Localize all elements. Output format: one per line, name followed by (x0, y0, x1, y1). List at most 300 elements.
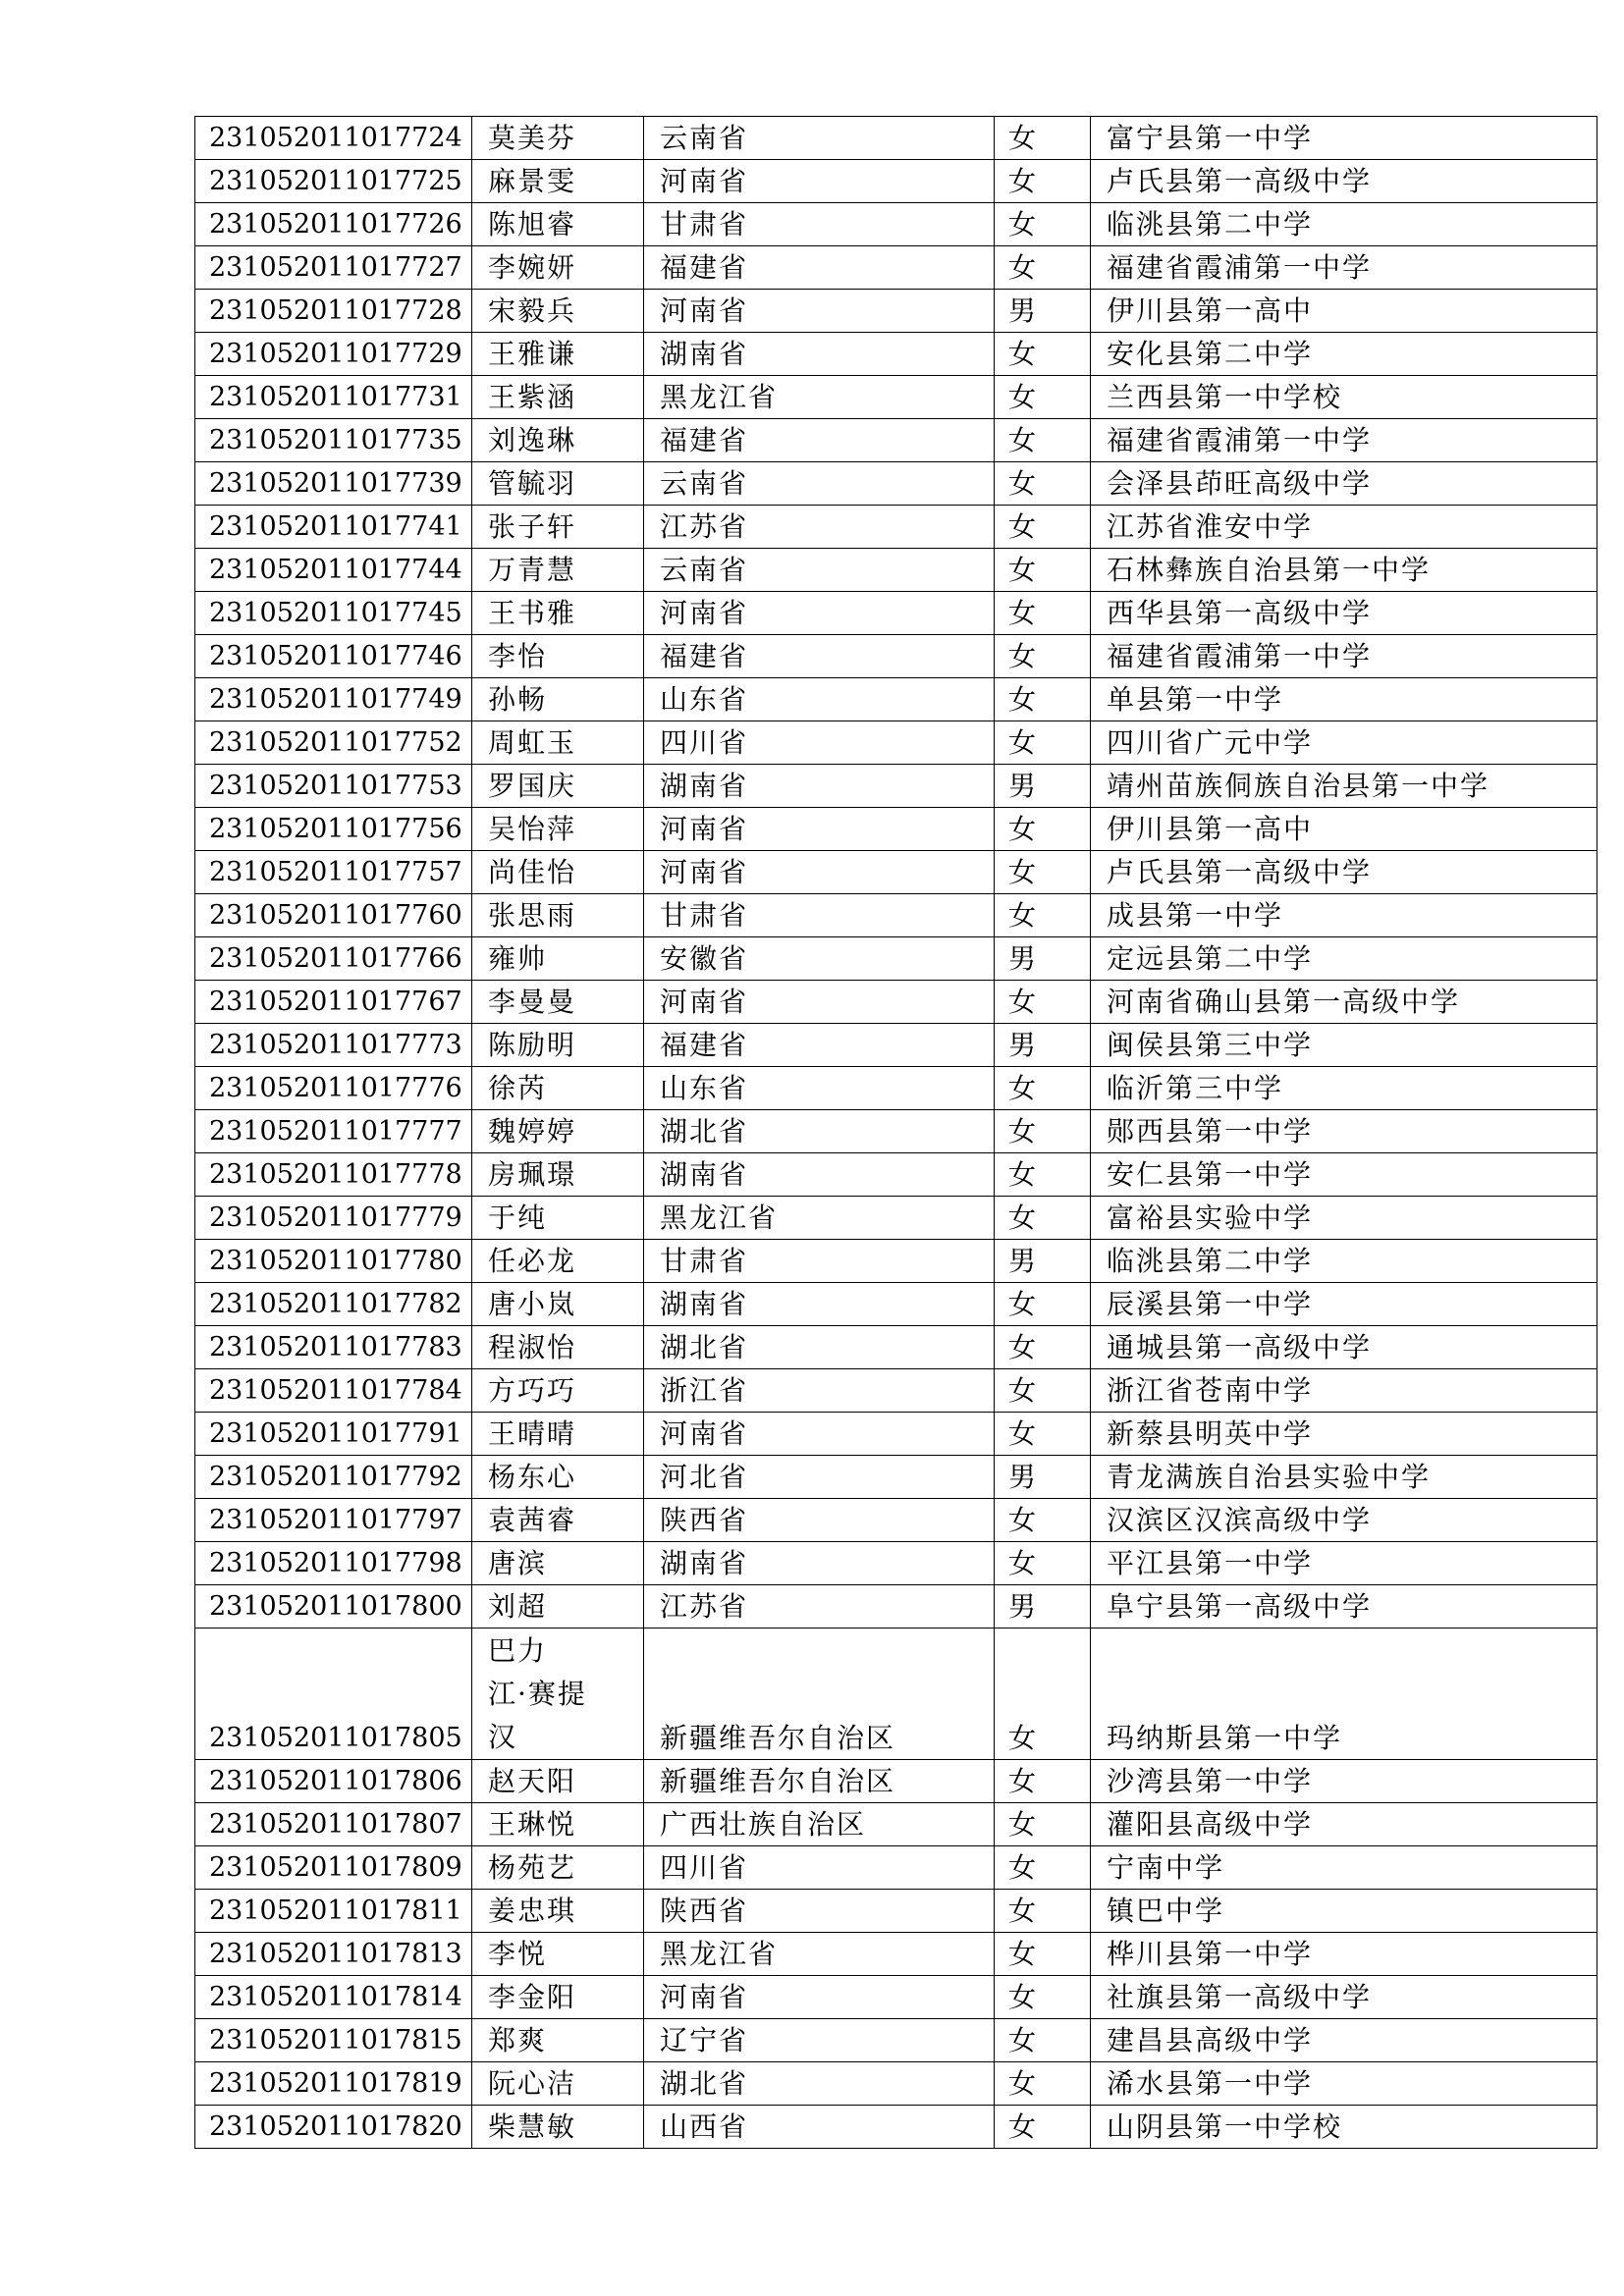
school-cell: 闽侯县第三中学 (1091, 1024, 1597, 1067)
province-cell: 辽宁省 (644, 2019, 995, 2062)
province-cell: 甘肃省 (644, 1240, 995, 1283)
province-cell: 湖北省 (644, 1326, 995, 1369)
table-row (195, 1933, 1597, 1976)
province-cell: 云南省 (644, 117, 995, 160)
school-cell: 临沂第三中学 (1091, 1067, 1597, 1110)
student-id-cell: 231052011017800 (195, 1585, 472, 1629)
student-name-line: 江·赛提 (488, 1678, 587, 1710)
student-name-line: 杨东心 (488, 1461, 577, 1493)
gender-cell: 女 (995, 419, 1091, 462)
table-row (195, 808, 1597, 851)
table-row (195, 851, 1597, 894)
student-name-line: 唐小岚 (488, 1288, 577, 1320)
student-name-line: 王紫涵 (488, 381, 577, 413)
province-cell: 安徽省 (644, 937, 995, 981)
student-name-cell (472, 117, 644, 160)
student-id-cell: 231052011017798 (195, 1542, 472, 1585)
province-cell: 湖北省 (644, 2062, 995, 2106)
student-name-cell (472, 721, 644, 765)
student-name-line: 程淑怡 (488, 1331, 577, 1363)
table-row (195, 462, 1597, 506)
student-name-cell (472, 1846, 644, 1890)
school-cell: 富裕县实验中学 (1091, 1197, 1597, 1240)
student-name-cell (472, 1760, 644, 1803)
table-row (195, 981, 1597, 1024)
student-name-line: 王琳悦 (488, 1808, 577, 1841)
province-cell: 湖南省 (644, 333, 995, 376)
gender-cell: 女 (995, 678, 1091, 721)
school-cell: 临洮县第二中学 (1091, 1240, 1597, 1283)
student-id-cell: 231052011017809 (195, 1846, 472, 1890)
province-cell: 福建省 (644, 1024, 995, 1067)
table-row (195, 894, 1597, 937)
student-name-cell (472, 635, 644, 678)
table-row (195, 1585, 1597, 1629)
student-id-cell: 231052011017813 (195, 1933, 472, 1976)
table-row (195, 765, 1597, 808)
student-name-cell (472, 506, 644, 549)
student-name-cell (472, 1499, 644, 1542)
student-id-cell: 231052011017749 (195, 678, 472, 721)
gender-cell: 女 (995, 808, 1091, 851)
school-cell: 玛纳斯县第一中学 (1091, 1629, 1597, 1760)
table-row (195, 1110, 1597, 1153)
student-name-cell (472, 592, 644, 635)
gender-cell: 女 (995, 117, 1091, 160)
student-name-cell (472, 981, 644, 1024)
student-name-line: 赵天阳 (488, 1765, 577, 1797)
table-row (195, 1499, 1597, 1542)
student-name-cell (472, 462, 644, 506)
student-name-line: 张子轩 (488, 510, 577, 543)
gender-cell: 女 (995, 1110, 1091, 1153)
table-row (195, 1760, 1597, 1803)
student-name-line: 陈励明 (488, 1029, 577, 1061)
school-cell: 山阴县第一中学校 (1091, 2106, 1597, 2149)
student-name-cell (472, 851, 644, 894)
student-name-line: 万青慧 (488, 554, 577, 586)
table-row (195, 1067, 1597, 1110)
student-id-cell: 231052011017819 (195, 2062, 472, 2106)
student-name-cell (472, 1326, 644, 1369)
table-row (195, 1197, 1597, 1240)
school-cell: 灌阳县高级中学 (1091, 1803, 1597, 1846)
school-cell: 卢氏县第一高级中学 (1091, 851, 1597, 894)
school-cell: 安仁县第一中学 (1091, 1153, 1597, 1197)
student-name-line: 李婉妍 (488, 251, 577, 284)
school-cell: 卢氏县第一高级中学 (1091, 160, 1597, 203)
gender-cell: 女 (995, 1153, 1091, 1197)
student-id-cell: 231052011017820 (195, 2106, 472, 2149)
student-id-cell: 231052011017727 (195, 246, 472, 290)
school-cell: 沙湾县第一中学 (1091, 1760, 1597, 1803)
student-name-cell (472, 1110, 644, 1153)
student-name-line: 宋毅兵 (488, 294, 577, 327)
province-cell: 河南省 (644, 851, 995, 894)
gender-cell: 女 (995, 851, 1091, 894)
student-name-line: 任必龙 (488, 1245, 577, 1277)
gender-cell: 女 (995, 1846, 1091, 1890)
gender-cell: 女 (995, 635, 1091, 678)
student-name-line: 于纯 (488, 1201, 548, 1234)
student-id-cell: 231052011017811 (195, 1890, 472, 1933)
student-name-cell (472, 2019, 644, 2062)
student-name-cell (472, 808, 644, 851)
table-row (195, 1803, 1597, 1846)
student-name-line: 吴怡萍 (488, 813, 577, 845)
table-row (195, 203, 1597, 246)
table-row (195, 678, 1597, 721)
student-name-cell (472, 290, 644, 333)
student-id-cell: 231052011017814 (195, 1976, 472, 2019)
school-cell: 福建省霞浦第一中学 (1091, 246, 1597, 290)
school-cell: 西华县第一高级中学 (1091, 592, 1597, 635)
school-cell: 富宁县第一中学 (1091, 117, 1597, 160)
student-name-cell (472, 1197, 644, 1240)
student-name-cell (472, 1976, 644, 2019)
student-id-cell: 231052011017773 (195, 1024, 472, 1067)
school-cell: 建昌县高级中学 (1091, 2019, 1597, 2062)
province-cell: 山西省 (644, 2106, 995, 2149)
gender-cell: 男 (995, 765, 1091, 808)
table-row (195, 2106, 1597, 2149)
gender-cell: 女 (995, 1067, 1091, 1110)
student-id-cell: 231052011017791 (195, 1413, 472, 1456)
province-cell: 湖南省 (644, 1153, 995, 1197)
school-cell: 浙江省苍南中学 (1091, 1369, 1597, 1413)
student-name-line: 阮心洁 (488, 2067, 577, 2100)
province-cell: 河南省 (644, 1413, 995, 1456)
student-id-cell: 231052011017735 (195, 419, 472, 462)
school-cell: 安化县第二中学 (1091, 333, 1597, 376)
table-row (195, 290, 1597, 333)
student-id-cell: 231052011017725 (195, 160, 472, 203)
student-name-cell (472, 1890, 644, 1933)
province-cell: 河南省 (644, 592, 995, 635)
gender-cell: 女 (995, 1890, 1091, 1933)
student-id-cell: 231052011017815 (195, 2019, 472, 2062)
student-name-line: 刘逸琳 (488, 424, 577, 456)
province-cell: 广西壮族自治区 (644, 1803, 995, 1846)
province-cell: 山东省 (644, 1067, 995, 1110)
province-cell: 陕西省 (644, 1890, 995, 1933)
student-name-cell (472, 1024, 644, 1067)
student-id-cell: 231052011017806 (195, 1760, 472, 1803)
school-cell: 郧西县第一中学 (1091, 1110, 1597, 1153)
student-name-cell (472, 1629, 644, 1760)
student-name-line: 麻景雯 (488, 165, 577, 197)
student-id-cell: 231052011017805 (195, 1629, 472, 1760)
school-cell: 兰西县第一中学校 (1091, 376, 1597, 419)
province-cell: 河南省 (644, 981, 995, 1024)
gender-cell: 女 (995, 246, 1091, 290)
table-row (195, 1846, 1597, 1890)
province-cell: 陕西省 (644, 1499, 995, 1542)
student-id-cell: 231052011017745 (195, 592, 472, 635)
table-row (195, 1153, 1597, 1197)
school-cell: 桦川县第一中学 (1091, 1933, 1597, 1976)
student-name-line: 方巧巧 (488, 1374, 577, 1407)
student-name-cell (472, 1283, 644, 1326)
gender-cell: 女 (995, 376, 1091, 419)
school-cell: 福建省霞浦第一中学 (1091, 635, 1597, 678)
province-cell: 湖南省 (644, 765, 995, 808)
gender-cell: 女 (995, 721, 1091, 765)
school-cell: 宁南中学 (1091, 1846, 1597, 1890)
roster-table (194, 116, 1597, 2149)
student-name-line: 姜忠琪 (488, 1895, 577, 1927)
school-cell: 成县第一中学 (1091, 894, 1597, 937)
student-name-cell (472, 1369, 644, 1413)
province-cell: 云南省 (644, 462, 995, 506)
gender-cell: 女 (995, 1413, 1091, 1456)
student-name-cell (472, 2062, 644, 2106)
province-cell: 河南省 (644, 1976, 995, 2019)
school-cell: 四川省广元中学 (1091, 721, 1597, 765)
table-row (195, 1240, 1597, 1283)
student-id-cell: 231052011017757 (195, 851, 472, 894)
gender-cell: 女 (995, 506, 1091, 549)
gender-cell: 女 (995, 1283, 1091, 1326)
table-row (195, 160, 1597, 203)
province-cell: 四川省 (644, 721, 995, 765)
province-cell: 湖北省 (644, 1110, 995, 1153)
table-row (195, 1024, 1597, 1067)
table-row (195, 592, 1597, 635)
school-cell: 定远县第二中学 (1091, 937, 1597, 981)
student-name-line: 唐滨 (488, 1547, 548, 1579)
province-cell: 江苏省 (644, 506, 995, 549)
student-name-line: 刘超 (488, 1590, 548, 1623)
student-name-line: 周虹玉 (488, 726, 577, 759)
province-cell: 福建省 (644, 635, 995, 678)
student-id-cell: 231052011017766 (195, 937, 472, 981)
school-cell: 伊川县第一高中 (1091, 808, 1597, 851)
table-row (195, 333, 1597, 376)
gender-cell: 女 (995, 549, 1091, 592)
student-name-cell (472, 2106, 644, 2149)
gender-cell: 女 (995, 333, 1091, 376)
student-id-cell: 231052011017739 (195, 462, 472, 506)
student-name-cell (472, 1240, 644, 1283)
province-cell: 甘肃省 (644, 894, 995, 937)
gender-cell: 女 (995, 1976, 1091, 2019)
student-name-line: 郑爽 (488, 2024, 548, 2056)
student-name-cell (472, 937, 644, 981)
province-cell: 新疆维吾尔自治区 (644, 1629, 995, 1760)
school-cell: 青龙满族自治县实验中学 (1091, 1456, 1597, 1499)
student-name-line: 魏婷婷 (488, 1115, 577, 1148)
province-cell: 江苏省 (644, 1585, 995, 1629)
student-name-line: 陈旭睿 (488, 208, 577, 240)
student-id-cell: 231052011017767 (195, 981, 472, 1024)
table-row (195, 2062, 1597, 2106)
student-id-cell: 231052011017741 (195, 506, 472, 549)
student-name-line: 柴慧敏 (488, 2110, 577, 2143)
gender-cell: 女 (995, 160, 1091, 203)
student-id-cell: 231052011017807 (195, 1803, 472, 1846)
student-name-line: 莫美芬 (488, 122, 577, 154)
student-name-line: 雍帅 (488, 942, 548, 975)
roster-body (195, 117, 1597, 2149)
student-name-line: 王晴晴 (488, 1417, 577, 1450)
school-cell: 新蔡县明英中学 (1091, 1413, 1597, 1456)
student-id-cell: 231052011017777 (195, 1110, 472, 1153)
student-name-cell (472, 1067, 644, 1110)
school-cell: 阜宁县第一高级中学 (1091, 1585, 1597, 1629)
student-name-cell (472, 894, 644, 937)
school-cell: 临洮县第二中学 (1091, 203, 1597, 246)
student-name-cell (472, 1542, 644, 1585)
student-id-cell: 231052011017726 (195, 203, 472, 246)
gender-cell: 女 (995, 2106, 1091, 2149)
student-name-line: 杨苑艺 (488, 1851, 577, 1884)
student-id-cell: 231052011017779 (195, 1197, 472, 1240)
table-row (195, 1326, 1597, 1369)
student-name-cell (472, 203, 644, 246)
gender-cell: 男 (995, 1240, 1091, 1283)
student-id-cell: 231052011017782 (195, 1283, 472, 1326)
gender-cell: 女 (995, 1499, 1091, 1542)
province-cell: 河南省 (644, 290, 995, 333)
province-cell: 浙江省 (644, 1369, 995, 1413)
table-row (195, 635, 1597, 678)
student-name-line: 张思雨 (488, 899, 577, 932)
student-name-cell (472, 1803, 644, 1846)
province-cell: 湖南省 (644, 1283, 995, 1326)
school-cell: 会泽县茚旺高级中学 (1091, 462, 1597, 506)
table-row (195, 1413, 1597, 1456)
school-cell: 河南省确山县第一高级中学 (1091, 981, 1597, 1024)
student-name-line: 李曼曼 (488, 986, 577, 1018)
student-id-cell: 231052011017729 (195, 333, 472, 376)
student-name-line: 李悦 (488, 1938, 548, 1970)
school-cell: 福建省霞浦第一中学 (1091, 419, 1597, 462)
table-row (195, 1542, 1597, 1585)
student-name-cell (472, 419, 644, 462)
student-id-cell: 231052011017746 (195, 635, 472, 678)
province-cell: 甘肃省 (644, 203, 995, 246)
gender-cell: 男 (995, 1024, 1091, 1067)
gender-cell: 女 (995, 592, 1091, 635)
table-row (195, 1890, 1597, 1933)
student-id-cell: 231052011017731 (195, 376, 472, 419)
table-row (195, 1283, 1597, 1326)
student-name-cell (472, 1153, 644, 1197)
province-cell: 新疆维吾尔自治区 (644, 1760, 995, 1803)
student-id-cell: 231052011017752 (195, 721, 472, 765)
gender-cell: 女 (995, 1197, 1091, 1240)
province-cell: 黑龙江省 (644, 1197, 995, 1240)
gender-cell: 女 (995, 1629, 1091, 1760)
table-row (195, 937, 1597, 981)
student-name-line: 王书雅 (488, 597, 577, 629)
province-cell: 黑龙江省 (644, 1933, 995, 1976)
gender-cell: 女 (995, 2062, 1091, 2106)
student-name-cell (472, 246, 644, 290)
school-cell: 单县第一中学 (1091, 678, 1597, 721)
province-cell: 福建省 (644, 246, 995, 290)
gender-cell: 男 (995, 937, 1091, 981)
school-cell: 平江县第一中学 (1091, 1542, 1597, 1585)
province-cell: 黑龙江省 (644, 376, 995, 419)
student-name-line: 徐芮 (488, 1072, 548, 1104)
student-name-line: 房珮璟 (488, 1158, 577, 1191)
school-cell: 浠水县第一中学 (1091, 2062, 1597, 2106)
student-name-line: 孙畅 (488, 683, 548, 716)
gender-cell: 女 (995, 894, 1091, 937)
gender-cell: 男 (995, 290, 1091, 333)
student-name-line: 管毓羽 (488, 467, 577, 500)
student-name-line: 罗国庆 (488, 770, 577, 802)
table-row (195, 246, 1597, 290)
gender-cell: 女 (995, 203, 1091, 246)
school-cell: 汉滨区汉滨高级中学 (1091, 1499, 1597, 1542)
student-id-cell: 231052011017724 (195, 117, 472, 160)
student-id-cell: 231052011017792 (195, 1456, 472, 1499)
school-cell: 石林彝族自治县第一中学 (1091, 549, 1597, 592)
student-name-line: 汉 (488, 1721, 518, 1753)
student-id-cell: 231052011017797 (195, 1499, 472, 1542)
table-row (195, 117, 1597, 160)
school-cell: 靖州苗族侗族自治县第一中学 (1091, 765, 1597, 808)
gender-cell: 女 (995, 1542, 1091, 1585)
student-name-line: 李怡 (488, 640, 548, 672)
table-row (195, 1369, 1597, 1413)
school-cell: 镇巴中学 (1091, 1890, 1597, 1933)
school-cell: 通城县第一高级中学 (1091, 1326, 1597, 1369)
gender-cell: 女 (995, 2019, 1091, 2062)
student-id-cell: 231052011017753 (195, 765, 472, 808)
student-id-cell: 231052011017780 (195, 1240, 472, 1283)
student-name-line: 李金阳 (488, 1981, 577, 2013)
student-id-cell: 231052011017756 (195, 808, 472, 851)
student-name-cell (472, 376, 644, 419)
student-id-cell: 231052011017783 (195, 1326, 472, 1369)
table-row (195, 1456, 1597, 1499)
gender-cell: 女 (995, 1803, 1091, 1846)
student-name-line: 尚佳怡 (488, 856, 577, 888)
table-row (195, 419, 1597, 462)
school-cell: 辰溪县第一中学 (1091, 1283, 1597, 1326)
gender-cell: 男 (995, 1585, 1091, 1629)
province-cell: 云南省 (644, 549, 995, 592)
gender-cell: 女 (995, 462, 1091, 506)
student-name-cell (472, 1585, 644, 1629)
student-id-cell: 231052011017776 (195, 1067, 472, 1110)
province-cell: 河北省 (644, 1456, 995, 1499)
gender-cell: 男 (995, 1456, 1091, 1499)
school-cell: 江苏省淮安中学 (1091, 506, 1597, 549)
student-id-cell: 231052011017784 (195, 1369, 472, 1413)
student-name-cell (472, 333, 644, 376)
table-row (195, 2019, 1597, 2062)
student-name-cell (472, 678, 644, 721)
student-name-cell (472, 1413, 644, 1456)
province-cell: 湖南省 (644, 1542, 995, 1585)
table-row (195, 376, 1597, 419)
province-cell: 四川省 (644, 1846, 995, 1890)
gender-cell: 女 (995, 1369, 1091, 1413)
gender-cell: 女 (995, 1933, 1091, 1976)
student-id-cell: 231052011017744 (195, 549, 472, 592)
province-cell: 山东省 (644, 678, 995, 721)
student-name-line: 袁茜睿 (488, 1504, 577, 1536)
student-name-line: 巴力 (488, 1634, 548, 1667)
student-id-cell: 231052011017778 (195, 1153, 472, 1197)
table-row (195, 1976, 1597, 2019)
province-cell: 河南省 (644, 160, 995, 203)
